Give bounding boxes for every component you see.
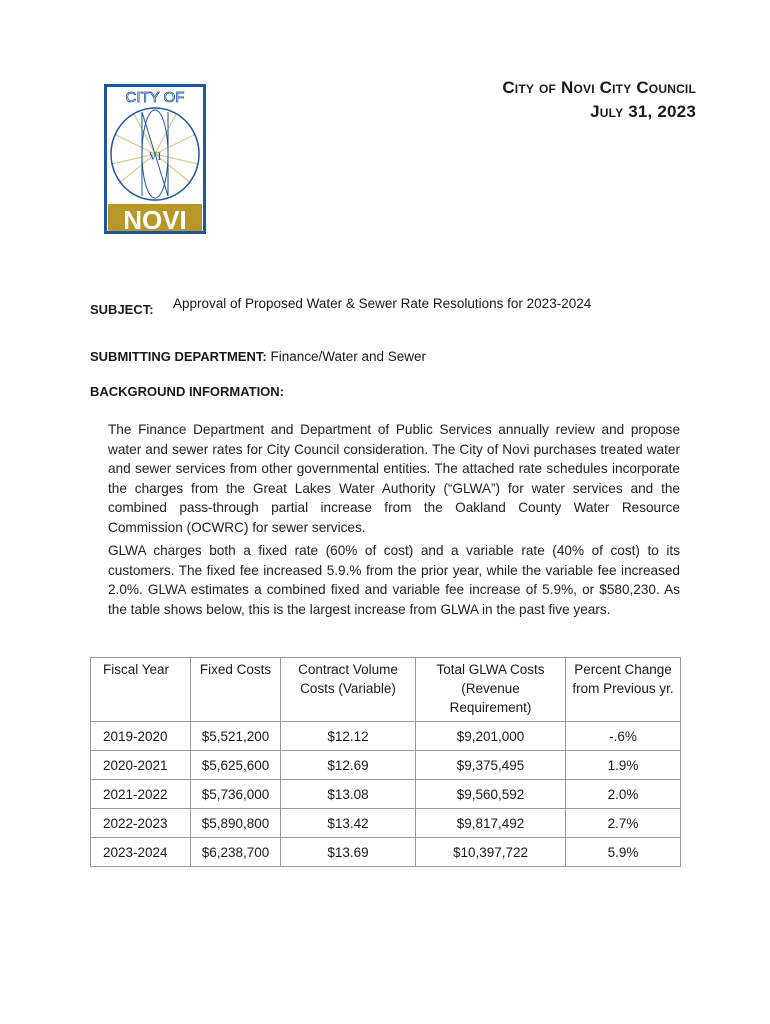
table-cell: 5.9% bbox=[566, 838, 681, 867]
table-cell: 2019-2020 bbox=[91, 722, 191, 751]
table-cell: $12.69 bbox=[281, 751, 416, 780]
table-cell: 2020-2021 bbox=[91, 751, 191, 780]
table-row bbox=[91, 780, 681, 809]
table-row bbox=[91, 722, 681, 751]
meeting-date: July 31, 2023 bbox=[590, 102, 696, 121]
submitting-department bbox=[90, 349, 426, 364]
svg-text:CITY OF: CITY OF bbox=[125, 89, 185, 106]
document-header bbox=[502, 76, 696, 124]
table-cell: 2.0% bbox=[566, 780, 681, 809]
subject-text: Approval of Proposed Water & Sewer Rate Resolutions for 2023-2024 bbox=[173, 296, 592, 311]
department-label: SUBMITTING DEPARTMENT: bbox=[90, 349, 267, 364]
table-cell: 1.9% bbox=[566, 751, 681, 780]
column-header: Total GLWA Costs (Revenue Requirement) bbox=[416, 658, 566, 722]
table-cell: $9,560,592 bbox=[416, 780, 566, 809]
background-paragraph-1: The Finance Department and Department of Public Services annually review and propose water and sewer rates for City Council consideration. The City of Novi purchases treated water and sewer services from other governmental entities. The attached rate schedules incorporate the charges from the Great Lakes Water Authority (“GLWA”) for water services and the combined pass-through partial increase from the Oakland County Water Resource Commission (OCWRC) for sewer services. bbox=[108, 422, 680, 535]
subject-label: SUBJECT: bbox=[90, 302, 154, 317]
council-title: City of Novi City Council bbox=[502, 78, 696, 97]
table-cell: 2023-2024 bbox=[91, 838, 191, 867]
table-cell: $5,736,000 bbox=[191, 780, 281, 809]
background-paragraph-2: GLWA charges both a fixed rate (60% of cost) and a variable rate (40% of cost) to its customers. The fixed fee increased 5.9.% from the prior year, while the variable fee increased 2.0%. GLWA estimates a combined fixed and variable fee increase of 5.9%, or $580,230. As the table shows below, this is the largest increase from GLWA in the past five years. bbox=[108, 543, 680, 617]
column-header: Fiscal Year bbox=[91, 658, 191, 722]
table-cell: $13.69 bbox=[281, 838, 416, 867]
table-cell: 2021-2022 bbox=[91, 780, 191, 809]
table-cell: $6,238,700 bbox=[191, 838, 281, 867]
table-cell: 2022-2023 bbox=[91, 809, 191, 838]
svg-text:VI: VI bbox=[148, 149, 162, 163]
background-heading: BACKGROUND INFORMATION: bbox=[90, 384, 285, 399]
table-cell: $13.08 bbox=[281, 780, 416, 809]
table-cell: $9,201,000 bbox=[416, 722, 566, 751]
table-cell: $5,890,800 bbox=[191, 809, 281, 838]
table-row bbox=[91, 809, 681, 838]
table-cell: $9,817,492 bbox=[416, 809, 566, 838]
table-cell: -.6% bbox=[566, 722, 681, 751]
column-header: Contract Volume Costs (Variable) bbox=[281, 658, 416, 722]
department-text: Finance/Water and Sewer bbox=[266, 349, 427, 364]
table-cell: $13.42 bbox=[281, 809, 416, 838]
table-header-row bbox=[91, 658, 681, 722]
column-header: Fixed Costs bbox=[191, 658, 281, 722]
svg-text:NOVI: NOVI bbox=[123, 205, 187, 234]
glwa-costs-table bbox=[90, 657, 681, 867]
city-of-novi-logo bbox=[104, 84, 206, 234]
column-header: Percent Change from Previous yr. bbox=[566, 658, 681, 722]
table-cell: 2.7% bbox=[566, 809, 681, 838]
table-cell: $5,521,200 bbox=[191, 722, 281, 751]
table-row bbox=[91, 751, 681, 780]
table-cell: $9,375,495 bbox=[416, 751, 566, 780]
table-cell: $12.12 bbox=[281, 722, 416, 751]
table-row bbox=[91, 838, 681, 867]
table-cell: $5,625,600 bbox=[191, 751, 281, 780]
table-cell: $10,397,722 bbox=[416, 838, 566, 867]
